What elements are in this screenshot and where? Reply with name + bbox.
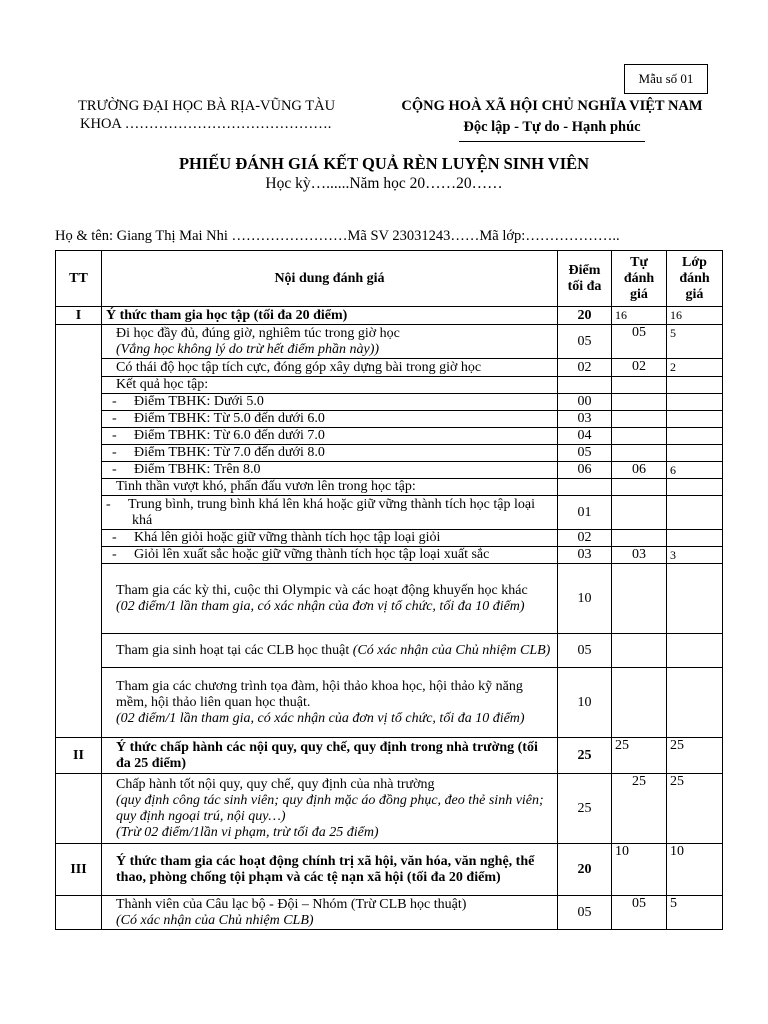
row-content (102, 428, 558, 445)
table-row (56, 445, 723, 462)
row-self[interactable] (612, 394, 667, 411)
table-row (56, 462, 723, 479)
row-self[interactable] (612, 411, 667, 428)
row-class[interactable]: 10 (667, 844, 723, 896)
header-class-score: Lớp đánh giá (667, 251, 723, 307)
nation-name: CỘNG HOÀ XÃ HỘI CHỦ NGHĨA VIỆT NAM (401, 98, 703, 114)
row-class[interactable]: 5 (667, 896, 723, 930)
row-tt: II (56, 738, 102, 774)
row-tt (56, 377, 102, 394)
row-tt (56, 394, 102, 411)
row-self[interactable]: 05 (612, 896, 667, 930)
table-row (56, 530, 723, 547)
row-self[interactable]: 02 (612, 359, 667, 377)
table-row (56, 844, 723, 896)
row-max: 05 (558, 445, 612, 462)
row-content-main: Thành viên của Câu lạc bộ - Đội – Nhóm (Trừ CLB học thuật) (116, 896, 467, 912)
row-tt (56, 634, 102, 668)
row-max: 03 (558, 411, 612, 428)
table-row (56, 634, 723, 668)
row-content (102, 394, 558, 411)
faculty-line: KHOA ……………………………………. (80, 116, 332, 132)
row-max: 02 (558, 359, 612, 377)
row-content-main: Đi học đầy đủ, đúng giờ, nghiêm túc trong giờ học (116, 325, 400, 341)
row-content-note: (Vắng học không lý do trừ hết điểm phần này)) (116, 341, 380, 357)
row-tt: I (56, 307, 102, 325)
row-self[interactable]: 03 (612, 547, 667, 564)
row-max: 25 (558, 738, 612, 774)
row-class[interactable] (667, 668, 723, 738)
row-class[interactable] (667, 394, 723, 411)
table-header-row (56, 251, 723, 307)
table-row (56, 377, 723, 394)
list-dash: - (112, 394, 117, 409)
row-max: 05 (558, 325, 612, 359)
row-content (102, 668, 558, 738)
row-class[interactable]: 16 (667, 307, 723, 325)
row-max: 20 (558, 307, 612, 325)
row-class[interactable] (667, 411, 723, 428)
row-self[interactable] (612, 496, 667, 530)
row-class[interactable] (667, 428, 723, 445)
motto: Độc lập - Tự do - Hạnh phúc (459, 117, 644, 142)
row-content-main: Điểm TBHK: Từ 7.0 đến dưới 8.0 (134, 445, 325, 460)
row-content (102, 896, 558, 930)
row-max (558, 377, 612, 394)
row-tt (56, 428, 102, 445)
row-max: 04 (558, 428, 612, 445)
row-class[interactable] (667, 564, 723, 634)
list-dash: - (112, 445, 117, 460)
row-content-main: Điểm TBHK: Trên 8.0 (134, 462, 261, 477)
school-name: TRƯỜNG ĐẠI HỌC BÀ RỊA-VŨNG TÀU (78, 98, 336, 114)
table-row (56, 394, 723, 411)
row-content: Ý thức chấp hành các nội quy, quy chế, quy định trong nhà trường (tối đa 25 điểm) (102, 738, 558, 774)
row-class[interactable]: 2 (667, 359, 723, 377)
row-max: 10 (558, 668, 612, 738)
row-class[interactable] (667, 479, 723, 496)
row-max: 01 (558, 496, 612, 530)
row-content (102, 445, 558, 462)
row-tt (56, 479, 102, 496)
table-row (56, 564, 723, 634)
row-content: Ý thức tham gia các hoạt động chính trị xã hội, văn hóa, văn nghệ, thể thao, phòng chống tội phạm và các tệ nạn xã hội (tối đa 20 điểm) (102, 844, 558, 896)
row-content-main: Điểm TBHK: Dưới 5.0 (134, 394, 264, 409)
form-number-box: Mẫu số 01 (624, 64, 708, 94)
row-content: Tinh thần vượt khó, phấn đấu vươn lên trong học tập: (102, 479, 558, 496)
row-tt (56, 896, 102, 930)
row-max: 10 (558, 564, 612, 634)
row-class[interactable] (667, 445, 723, 462)
form-title: PHIẾU ĐÁNH GIÁ KẾT QUẢ RÈN LUYỆN SINH VIÊN (178, 154, 590, 173)
row-self[interactable]: 10 (612, 844, 667, 896)
row-class[interactable] (667, 377, 723, 394)
row-content-note: (02 điểm/1 lần tham gia, có xác nhận của đơn vị tổ chức, tối đa 10 điểm) (116, 710, 525, 726)
row-tt (56, 774, 102, 844)
row-content-note: (02 điểm/1 lần tham gia, có xác nhận của đơn vị tổ chức, tối đa 10 điểm) (116, 598, 525, 614)
header-content: Nội dung đánh giá (102, 251, 558, 307)
row-class[interactable] (667, 530, 723, 547)
list-dash: - (112, 428, 117, 443)
row-self[interactable] (612, 668, 667, 738)
table-row (56, 547, 723, 564)
row-class[interactable] (667, 496, 723, 530)
row-self[interactable]: 05 (612, 325, 667, 359)
row-content-main: Tham gia các kỳ thi, cuộc thi Olympic và các hoạt động khuyến học khác (116, 582, 528, 598)
row-tt (56, 530, 102, 547)
row-content-main: Chấp hành tốt nội quy, quy chế, quy định của nhà trường (116, 776, 435, 792)
row-class[interactable] (667, 634, 723, 668)
table-row (56, 428, 723, 445)
row-class[interactable]: 25 (667, 738, 723, 774)
row-tt (56, 445, 102, 462)
row-max: 03 (558, 547, 612, 564)
row-content (102, 564, 558, 634)
row-self[interactable] (612, 445, 667, 462)
list-dash: - (112, 411, 117, 426)
row-content (102, 774, 558, 844)
row-content-main: Giỏi lên xuất sắc hoặc giữ vững thành tích học tập loại xuất sắc (134, 547, 490, 562)
table-row (56, 668, 723, 738)
national-heading (380, 96, 724, 142)
row-tt (56, 462, 102, 479)
row-self[interactable]: 25 (612, 738, 667, 774)
row-content (102, 634, 558, 668)
semester-line: Học kỳ…......Năm học 20……20…… (265, 175, 503, 192)
row-tt (56, 547, 102, 564)
row-self[interactable]: 06 (612, 462, 667, 479)
row-content (102, 411, 558, 428)
row-content-main: Trung bình, trung bình khá lên khá hoặc giữ vững thành tích học tập loại khá (128, 496, 535, 528)
row-max: 05 (558, 896, 612, 930)
list-dash: - (112, 462, 117, 477)
row-content (102, 462, 558, 479)
table-row (56, 411, 723, 428)
row-class[interactable]: 25 (667, 774, 723, 844)
row-content-note: (Có xác nhận của Chủ nhiệm CLB) (352, 642, 551, 658)
row-tt (56, 496, 102, 530)
table-row (56, 325, 723, 359)
table-row (56, 307, 723, 325)
row-content: Ý thức tham gia học tập (tối đa 20 điểm) (102, 307, 558, 325)
row-content-main: Tham gia sinh hoạt tại các CLB học thuật (116, 642, 350, 658)
row-content-main: Tham gia các chương trình tọa đàm, hội thảo khoa học, hội thảo kỹ năng mềm, hội thảo liên quan học thuật. (116, 678, 523, 710)
row-class[interactable]: 5 (667, 325, 723, 359)
row-content-note: (Có xác nhận của Chủ nhiệm CLB) (116, 912, 314, 928)
row-content-note: (quy định công tác sinh viên; quy định mặc áo đồng phục, đeo thẻ sinh viên; quy định ngoại trú, nội quy…) (116, 792, 544, 824)
row-self[interactable] (612, 377, 667, 394)
row-self[interactable] (612, 428, 667, 445)
row-content (102, 547, 558, 564)
header-tt: TT (56, 251, 102, 307)
row-content-main: Khá lên giỏi hoặc giữ vững thành tích học tập loại giỏi (134, 530, 441, 545)
row-tt: III (56, 844, 102, 896)
row-self[interactable] (612, 634, 667, 668)
row-content-note-2: (Trừ 02 điểm/1lần vi phạm, trừ tối đa 25 điểm) (116, 824, 379, 840)
list-dash: - (112, 530, 117, 545)
row-max: 00 (558, 394, 612, 411)
row-content (102, 496, 558, 530)
student-info-line: Họ & tên: Giang Thị Mai Nhi ……………………Mã SV 23031243……Mã lớp:……………….. (55, 228, 620, 244)
row-tt (56, 359, 102, 377)
evaluation-table (55, 250, 723, 930)
row-max: 06 (558, 462, 612, 479)
row-max: 20 (558, 844, 612, 896)
row-self[interactable]: 16 (612, 307, 667, 325)
row-class[interactable]: 6 (667, 462, 723, 479)
table-row (56, 774, 723, 844)
header-max-score: Điểm tối đa (558, 251, 612, 307)
row-tt (56, 411, 102, 428)
list-dash: - (112, 547, 117, 562)
row-tt (56, 325, 102, 359)
row-max: 02 (558, 530, 612, 547)
row-content: Có thái độ học tập tích cực, đóng góp xây dựng bài trong giờ học (102, 359, 558, 377)
row-self[interactable]: 25 (612, 774, 667, 844)
row-max: 25 (558, 774, 612, 844)
table-row (56, 896, 723, 930)
school-block (78, 97, 335, 133)
row-self[interactable] (612, 564, 667, 634)
row-tt (56, 668, 102, 738)
row-tt (56, 564, 102, 634)
header-self-score: Tự đánh giá (612, 251, 667, 307)
row-content-main: Điểm TBHK: Từ 6.0 đến dưới 7.0 (134, 428, 325, 443)
row-max: 05 (558, 634, 612, 668)
table-row (56, 738, 723, 774)
table-row (56, 496, 723, 530)
row-content (102, 325, 558, 359)
row-content: Kết quả học tập: (102, 377, 558, 394)
row-content-main: Điểm TBHK: Từ 5.0 đến dưới 6.0 (134, 411, 325, 426)
row-class[interactable]: 3 (667, 547, 723, 564)
row-self[interactable] (612, 479, 667, 496)
row-self[interactable] (612, 530, 667, 547)
list-dash: - (106, 496, 111, 512)
table-row (56, 359, 723, 377)
row-max (558, 479, 612, 496)
table-row (56, 479, 723, 496)
row-content (102, 530, 558, 547)
